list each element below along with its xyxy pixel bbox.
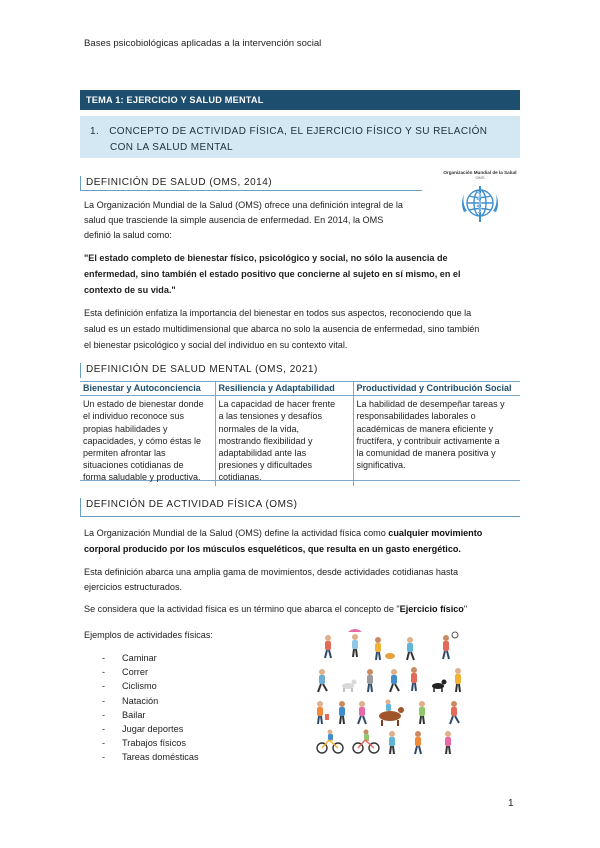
cell-line: capacidades, y cómo éstas le [83, 435, 202, 446]
section-number: 1. [90, 126, 100, 137]
cell-line: mostrando flexibilidad y [218, 435, 313, 446]
cyclist-icon [317, 730, 343, 754]
dancer-figure-icon [358, 701, 366, 724]
cell-line: normales de la vida, [218, 423, 300, 434]
cell-line: responsabilidades laborales o [356, 411, 476, 422]
definition-bold: corporal producido por los músculos esqueléticos, que resulta en un gasto energético. [84, 544, 461, 554]
tennis-player-icon [443, 632, 458, 659]
jogger-figure-icon [390, 669, 399, 692]
definition-text: La Organización Mundial de la Salud (OMS) define la actividad física como [84, 528, 389, 538]
who-logo-name: Organización Mundial de la Salud [443, 170, 517, 175]
cell-line: significativa. [356, 460, 406, 471]
definition-bold: cualquier movimiento [388, 528, 483, 538]
note-line: Esta definición enfatiza la importancia del bienestar en todos sus aspectos, reconociendo que la [84, 308, 472, 318]
scope-line: Esta definición abarca una amplia gama de movimientos, desde actividades cotidianas hasta [84, 567, 459, 577]
skater-figure-icon [407, 637, 414, 660]
walker-figure-icon [339, 701, 345, 724]
health-definition-quote [84, 250, 518, 298]
health-emphasis-paragraph [84, 305, 518, 353]
cell-line: a las tensiones y desafíos [218, 411, 323, 422]
term-close: " [463, 604, 468, 614]
list-item: - Ciclismo [102, 679, 262, 693]
definition-line [84, 525, 518, 541]
quote-line: contexto de su vida." [84, 285, 176, 295]
who-logo-abbr: OMS [475, 175, 485, 180]
mental-health-heading: DEFINICIÓN DE SALUD MENTAL (OMS, 2021) [80, 363, 520, 378]
cyclist-icon [353, 730, 379, 754]
physical-activity-heading: DEFINCIÓN DE ACTIVIDAD FÍSICA (OMS) [80, 498, 520, 517]
cell-line: la comunidad de manera positiva y [356, 448, 496, 459]
list-item: - Caminar [102, 651, 262, 665]
table-row [80, 396, 520, 486]
topic-title-bar: TEMA 1: EJERCICIO Y SALUD MENTAL [80, 90, 520, 110]
scope-line: ejercicios estructurados. [84, 582, 183, 592]
table-header-row [80, 381, 520, 396]
term-text: Se considera que la actividad física es un término que abarca el concepto de " [84, 604, 400, 614]
health-intro-line: La Organización Mundial de la Salud (OMS) ofrece una definición integral de la [84, 200, 403, 210]
walker-figure-icon [419, 701, 425, 724]
dog-icon [342, 680, 357, 693]
column-header: Bienestar y Autoconciencia [80, 381, 215, 396]
walker-figure-icon [389, 731, 395, 754]
exercise-term-paragraph [84, 602, 518, 617]
black-dog-icon [432, 680, 447, 693]
list-item: - Jugar deportes [102, 722, 262, 736]
table-cell-resilience [215, 396, 353, 486]
column-header: Productividad y Contribución Social [353, 381, 520, 396]
walker-figure-icon [455, 668, 461, 692]
umbrella-figure-icon [348, 629, 362, 657]
table-cell-productivity [353, 396, 520, 486]
cell-line: presiones y dificultades [218, 460, 313, 471]
cell-line: situaciones cotidianas de [83, 460, 184, 471]
walker-figure-icon [445, 731, 451, 754]
dog-walker-icon [375, 637, 395, 660]
cell-line: La habilidad de desempeñar tareas y [356, 399, 505, 410]
cell-line: La capacidad de hacer frente [218, 399, 336, 410]
cell-line: permiten afrontar las [83, 448, 166, 459]
list-item: - Correr [102, 665, 262, 679]
runner-figure-icon [318, 669, 327, 692]
list-item: - Trabajos físicos [102, 736, 262, 750]
note-line: el bienestar psicológico y social del individuo en su contexto vital. [84, 340, 348, 350]
health-definition-heading: DEFINICIÓN DE SALUD (OMS, 2014) [80, 176, 422, 191]
cell-line: Un estado de bienestar donde [83, 399, 204, 410]
walker-figure-icon [367, 669, 373, 692]
note-line: salud es un estado multidimensional que abarca no solo la ausencia de enfermedad, sino también [84, 324, 480, 334]
health-intro-line: definió la salud como: [84, 230, 172, 240]
quote-line: "El estado completo de bienestar físico, psicológico y social, no sólo la ausencia de [84, 253, 448, 263]
athlete-figure-icon [415, 731, 421, 754]
cell-line: académicas de manera eficiente y [356, 423, 494, 434]
who-logo [440, 170, 520, 228]
list-item: - Bailar [102, 708, 262, 722]
list-item: - Natación [102, 694, 262, 708]
mental-health-table [80, 381, 520, 486]
health-intro-line: salud que trasciende la simple ausencia de enfermedad. En 2014, la OMS [84, 215, 384, 225]
term-bold: Ejercicio físico [399, 604, 464, 614]
physical-activities-illustration [308, 628, 470, 756]
walker-figure-icon [325, 635, 331, 658]
definition-line [84, 541, 518, 557]
table-cell-wellbeing [80, 396, 215, 486]
running-header: Bases psicobiológicas aplicadas a la intervención social [84, 38, 322, 49]
section-title-line2: CON LA SALUD MENTAL [110, 142, 234, 153]
section-title-text1: CONCEPTO DE ACTIVIDAD FÍSICA, EL EJERCICIO FÍSICO Y SU RELACIÓN [109, 126, 488, 137]
horse-rider-icon [379, 700, 404, 727]
who-emblem-icon [440, 180, 520, 226]
cell-line: adaptabilidad ante las [218, 448, 307, 459]
cell-line: fructífera, y contribuir activamente a [356, 435, 500, 446]
cell-line: cotidianas. [218, 472, 262, 483]
examples-list [102, 651, 262, 765]
quote-line: enfermedad, sino también el estado positivo que concierne al sujeto en sí mismo, en el [84, 269, 461, 279]
page-number: 1 [508, 798, 514, 809]
cell-line: forma saludable y productiva. [83, 472, 201, 483]
traveler-figure-icon [317, 701, 329, 724]
walker-figure-icon [411, 667, 417, 691]
examples-list-container [102, 651, 262, 765]
health-intro-paragraph [84, 198, 428, 243]
section-title-box [80, 116, 520, 158]
runner-figure-icon [450, 701, 459, 724]
section-title-line1 [90, 124, 510, 140]
examples-label: Ejemplos de actividades físicas: [84, 630, 213, 640]
cell-line: propias habilidades y [83, 423, 168, 434]
activity-definition-paragraph [84, 525, 518, 557]
activity-scope-paragraph [84, 565, 518, 595]
list-item: - Tareas domésticas [102, 750, 262, 764]
column-header: Resiliencia y Adaptabilidad [215, 381, 353, 396]
cell-line: el individuo reconoce sus [83, 411, 185, 422]
